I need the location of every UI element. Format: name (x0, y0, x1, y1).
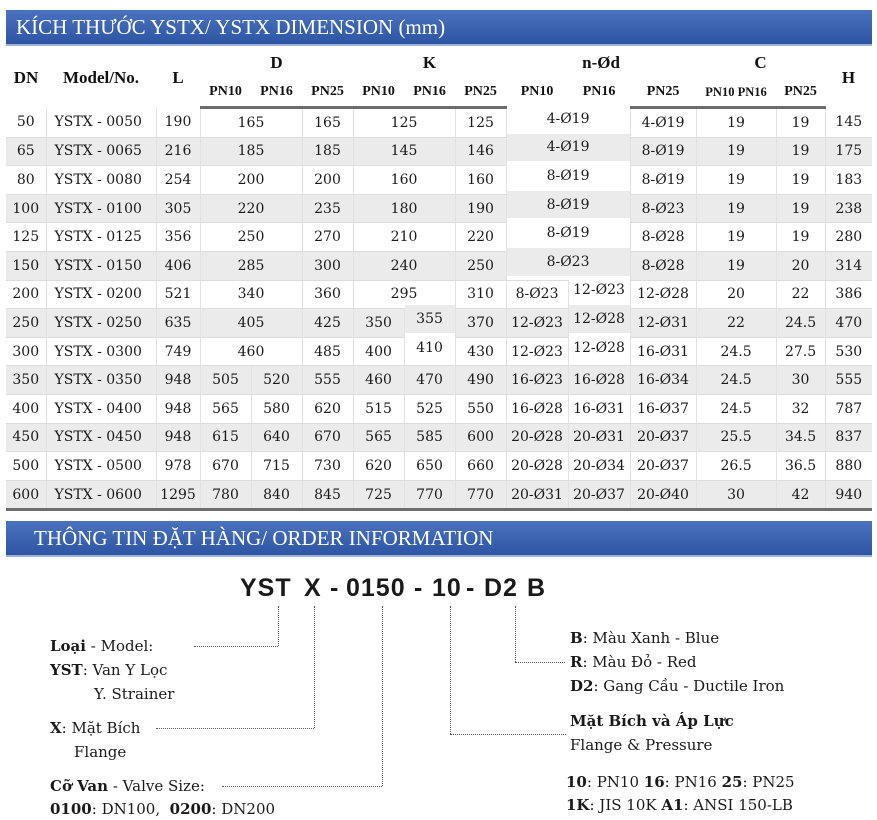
cell-model: YSTX - 0300 (46, 337, 156, 366)
cell-nod-pn16: 16-Ø28 (568, 366, 630, 395)
pressure-options-line-1: 10: PN10 16: PN16 25: PN25 (566, 773, 795, 791)
cell-l: 305 (156, 194, 200, 223)
cell-c-pn10-pn16: 26.5 (696, 452, 776, 481)
cell-k-pn25: 250 (455, 251, 506, 280)
model-label: Loại - Model: (50, 637, 154, 655)
table-row (6, 366, 872, 395)
cell-l: 216 (156, 137, 200, 166)
cell-d-pn10-pn16: 185 (200, 137, 302, 166)
header-k-pn10: PN10 (353, 78, 404, 108)
cell-c-pn10-pn16: 24.5 (696, 366, 776, 395)
header-nod-pn25: PN25 (630, 78, 696, 108)
cell-d-pn10-pn16: 340 (200, 280, 302, 309)
cell-nod-pn10: 12-Ø23 (506, 309, 568, 338)
cell-h: 175 (825, 137, 872, 166)
cell-model: YSTX - 0200 (46, 280, 156, 309)
cell-nod-pn10-pn16: 8-Ø23 (506, 247, 630, 276)
cell-l: 1295 (156, 480, 200, 510)
header-d-pn10: PN10 (200, 78, 251, 108)
cell-k-pn25: 370 (455, 309, 506, 338)
material-option-ductile: D2: Gang Cầu - Ductile Iron (570, 677, 785, 695)
table-row (6, 423, 872, 452)
model-desc-en: Y. Strainer (94, 685, 175, 703)
header-n-od: n-Ød (582, 53, 620, 72)
cell-k-pn10: 725 (353, 480, 404, 510)
cell-c-pn25: 19 (776, 223, 825, 252)
leader-color-v (515, 606, 516, 662)
cell-nod-pn25: 16-Ø31 (630, 337, 696, 366)
cell-dn: 300 (6, 337, 46, 366)
cell-model: YSTX - 0065 (46, 137, 156, 166)
cell-k-pn25: 125 (455, 108, 506, 138)
cell-d-pn16: 580 (251, 394, 302, 423)
cell-c-pn25: 19 (776, 194, 825, 223)
flange-code-line: X: Mặt Bích (50, 719, 141, 737)
cell-model: YSTX - 0400 (46, 394, 156, 423)
cell-c-pn10-pn16: 25.5 (696, 423, 776, 452)
cell-model: YSTX - 0350 (46, 366, 156, 395)
cell-d-pn16: 840 (251, 480, 302, 510)
header-k-pn25: PN25 (455, 78, 506, 108)
code-part-flange-type: X (304, 574, 322, 602)
cell-d-pn25: 485 (302, 337, 353, 366)
cell-d-pn10: 565 (200, 394, 251, 423)
header-d-pn25: PN25 (302, 78, 353, 108)
header-c-pn25: PN25 (776, 78, 825, 108)
cell-h: 314 (825, 251, 872, 280)
cell-h: 787 (825, 394, 872, 423)
cell-d-pn25: 620 (302, 394, 353, 423)
cell-k-pn10-pn16: 160 (353, 166, 455, 195)
cell-c-pn10-pn16: 19 (696, 194, 776, 223)
code-part-size: 0150 (346, 574, 406, 602)
cell-d-pn10-pn16: 285 (200, 251, 302, 280)
pressure-options-line-2: 1K: JIS 10K A1: ANSI 150-LB (566, 796, 793, 814)
header-d: D (270, 53, 283, 72)
cell-l: 190 (156, 108, 200, 138)
cell-h: 940 (825, 480, 872, 510)
dimension-table (6, 48, 872, 511)
cell-d-pn25: 185 (302, 137, 353, 166)
cell-k-pn25: 146 (455, 137, 506, 166)
valve-size-label: Cỡ Van - Valve Size: (50, 777, 205, 795)
cell-d-pn25: 730 (302, 452, 353, 481)
table-row (6, 337, 872, 366)
cell-model: YSTX - 0250 (46, 309, 156, 338)
cell-k-pn10: 620 (353, 452, 404, 481)
cell-model: YSTX - 0125 (46, 223, 156, 252)
cell-k-pn10: 515 (353, 394, 404, 423)
color-option-blue: B: Màu Xanh - Blue (570, 629, 720, 647)
cell-d-pn10-pn16: 200 (200, 166, 302, 195)
cell-model: YSTX - 0050 (46, 108, 156, 138)
cell-model: YSTX - 0450 (46, 423, 156, 452)
model-code-line: YST: Van Y Lọc (50, 661, 168, 679)
cell-model: YSTX - 0150 (46, 251, 156, 280)
cell-c-pn10-pn16: 24.5 (696, 394, 776, 423)
leader-color-h (515, 662, 565, 663)
cell-k-pn25: 430 (455, 337, 506, 366)
leader-flange-v (314, 606, 315, 728)
cell-nod-pn25: 8-Ø23 (630, 194, 696, 223)
table-row (6, 223, 872, 252)
cell-dn: 350 (6, 366, 46, 395)
cell-l: 356 (156, 223, 200, 252)
cell-c-pn25: 19 (776, 108, 825, 138)
cell-k-pn25: 220 (455, 223, 506, 252)
cell-nod-pn25: 8-Ø28 (630, 251, 696, 280)
cell-nod-pn25: 20-Ø37 (630, 452, 696, 481)
cell-nod-pn10-pn16: 8-Ø19 (506, 162, 630, 191)
cell-h: 555 (825, 366, 872, 395)
table-row (6, 452, 872, 481)
cell-l: 948 (156, 394, 200, 423)
cell-nod-pn16: 16-Ø31 (568, 394, 630, 423)
leader-model-h (194, 646, 278, 647)
order-section-title: THÔNG TIN ĐẶT HÀNG/ ORDER INFORMATION (6, 521, 872, 555)
cell-d-pn10-pn16: 165 (200, 108, 302, 138)
header-l: L (172, 67, 184, 87)
cell-l: 521 (156, 280, 200, 309)
cell-k-pn16: 355 (404, 305, 455, 334)
cell-nod-pn10-pn16: 8-Ø19 (506, 190, 630, 219)
cell-nod-pn25: 20-Ø40 (630, 480, 696, 510)
cell-nod-pn16: 12-Ø23 (568, 276, 630, 305)
cell-d-pn25: 670 (302, 423, 353, 452)
table-row (6, 251, 872, 280)
table-row (6, 137, 872, 166)
cell-d-pn10-pn16: 460 (200, 337, 302, 366)
cell-d-pn10-pn16: 220 (200, 194, 302, 223)
cell-d-pn25: 165 (302, 108, 353, 138)
cell-l: 948 (156, 423, 200, 452)
table-row (6, 394, 872, 423)
cell-h: 386 (825, 280, 872, 309)
cell-c-pn10-pn16: 24.5 (696, 337, 776, 366)
cell-h: 280 (825, 223, 872, 252)
cell-dn: 500 (6, 452, 46, 481)
cell-nod-pn16: 20-Ø34 (568, 452, 630, 481)
pressure-subtitle: Flange & Pressure (570, 736, 713, 754)
cell-k-pn10: 460 (353, 366, 404, 395)
cell-k-pn16: 470 (404, 366, 455, 395)
cell-c-pn10-pn16: 19 (696, 251, 776, 280)
cell-d-pn10: 615 (200, 423, 251, 452)
leader-size-v (382, 606, 383, 786)
cell-c-pn25: 36.5 (776, 452, 825, 481)
cell-model: YSTX - 0100 (46, 194, 156, 223)
cell-k-pn25: 310 (455, 280, 506, 309)
header-c-pn10-pn16: PN10 PN16 (696, 78, 776, 108)
cell-nod-pn10: 20-Ø28 (506, 452, 568, 481)
cell-l: 978 (156, 452, 200, 481)
cell-nod-pn10: 20-Ø31 (506, 480, 568, 510)
cell-nod-pn10: 16-Ø28 (506, 394, 568, 423)
cell-k-pn10-pn16: 145 (353, 137, 455, 166)
cell-c-pn25: 42 (776, 480, 825, 510)
flange-desc-en: Flange (74, 743, 127, 761)
code-part-dash-2: - (414, 574, 424, 602)
cell-d-pn25: 425 (302, 309, 353, 338)
cell-dn: 65 (6, 137, 46, 166)
cell-nod-pn10: 8-Ø23 (506, 280, 568, 309)
cell-nod-pn10: 20-Ø28 (506, 423, 568, 452)
code-part-material: D2 (484, 574, 518, 602)
cell-c-pn25: 22 (776, 280, 825, 309)
cell-c-pn10-pn16: 19 (696, 137, 776, 166)
cell-k-pn16: 770 (404, 480, 455, 510)
leader-pressure-h (450, 734, 566, 735)
cell-k-pn25: 770 (455, 480, 506, 510)
cell-k-pn10: 400 (353, 337, 404, 366)
cell-nod-pn10-pn16: 4-Ø19 (506, 104, 630, 134)
cell-c-pn10-pn16: 22 (696, 309, 776, 338)
cell-model: YSTX - 0500 (46, 452, 156, 481)
cell-dn: 125 (6, 223, 46, 252)
cell-k-pn10: 350 (353, 309, 404, 338)
cell-dn: 250 (6, 309, 46, 338)
cell-d-pn25: 270 (302, 223, 353, 252)
cell-d-pn25: 300 (302, 251, 353, 280)
header-dn: DN (13, 67, 39, 87)
cell-dn: 100 (6, 194, 46, 223)
cell-nod-pn25: 16-Ø37 (630, 394, 696, 423)
table-row (6, 480, 872, 510)
cell-k-pn10-pn16: 180 (353, 194, 455, 223)
code-part-pressure: 10 (432, 574, 462, 602)
cell-c-pn10-pn16: 20 (696, 280, 776, 309)
cell-d-pn16: 715 (251, 452, 302, 481)
code-part-dash-3: - (466, 574, 476, 602)
header-model: Model/No. (62, 67, 140, 87)
cell-c-pn25: 19 (776, 166, 825, 195)
cell-nod-pn25: 8-Ø19 (630, 166, 696, 195)
cell-d-pn10: 780 (200, 480, 251, 510)
cell-d-pn10-pn16: 250 (200, 223, 302, 252)
cell-model: YSTX - 0600 (46, 480, 156, 510)
cell-d-pn16: 640 (251, 423, 302, 452)
cell-l: 749 (156, 337, 200, 366)
cell-c-pn10-pn16: 19 (696, 108, 776, 138)
cell-k-pn25: 660 (455, 452, 506, 481)
cell-k-pn10: 565 (353, 423, 404, 452)
pressure-title: Mặt Bích và Áp Lực (570, 712, 734, 730)
header-h: H (841, 67, 856, 87)
cell-h: 145 (825, 108, 872, 138)
color-option-red: R: Màu Đỏ - Red (570, 653, 697, 671)
cell-nod-pn16: 12-Ø28 (568, 333, 630, 362)
cell-d-pn25: 845 (302, 480, 353, 510)
cell-k-pn16: 410 (404, 333, 455, 362)
cell-dn: 150 (6, 251, 46, 280)
dimension-section-title: KÍCH THƯỚC YSTX/ YSTX DIMENSION (mm) (6, 10, 872, 44)
cell-d-pn25: 555 (302, 366, 353, 395)
cell-c-pn10-pn16: 19 (696, 223, 776, 252)
cell-k-pn10-pn16: 125 (353, 108, 455, 138)
cell-c-pn25: 20 (776, 251, 825, 280)
cell-d-pn25: 235 (302, 194, 353, 223)
cell-nod-pn10-pn16: 8-Ø19 (506, 219, 630, 248)
cell-dn: 450 (6, 423, 46, 452)
cell-nod-pn25: 12-Ø31 (630, 309, 696, 338)
cell-l: 254 (156, 166, 200, 195)
valve-size-examples: 0100: DN100, 0200: DN200 (50, 800, 276, 818)
cell-k-pn16: 650 (404, 452, 455, 481)
cell-dn: 200 (6, 280, 46, 309)
leader-pressure-v (450, 606, 451, 734)
cell-c-pn25: 19 (776, 137, 825, 166)
cell-k-pn10-pn16: 240 (353, 251, 455, 280)
header-k: K (422, 53, 437, 72)
cell-nod-pn25: 8-Ø19 (630, 137, 696, 166)
code-part-color: B (527, 574, 547, 602)
code-part-dash-1: - (330, 574, 340, 602)
cell-h: 880 (825, 452, 872, 481)
cell-c-pn25: 34.5 (776, 423, 825, 452)
leader-flange-h (156, 728, 314, 729)
cell-nod-pn16: 20-Ø31 (568, 423, 630, 452)
cell-nod-pn16: 12-Ø28 (568, 305, 630, 334)
cell-model: YSTX - 0080 (46, 166, 156, 195)
cell-dn: 80 (6, 166, 46, 195)
cell-nod-pn10: 16-Ø23 (506, 366, 568, 395)
leader-size-h (222, 786, 382, 787)
cell-k-pn25: 490 (455, 366, 506, 395)
cell-k-pn10-pn16: 295 (353, 280, 455, 309)
cell-nod-pn25: 12-Ø28 (630, 280, 696, 309)
cell-k-pn25: 190 (455, 194, 506, 223)
cell-d-pn16: 520 (251, 366, 302, 395)
cell-nod-pn16: 20-Ø37 (568, 480, 630, 510)
leader-model-v (278, 606, 279, 646)
cell-l: 406 (156, 251, 200, 280)
header-d-pn16: PN16 (251, 78, 302, 108)
cell-c-pn10-pn16: 30 (696, 480, 776, 510)
header-row-main (6, 48, 872, 78)
cell-c-pn25: 30 (776, 366, 825, 395)
cell-dn: 600 (6, 480, 46, 510)
cell-dn: 400 (6, 394, 46, 423)
cell-k-pn25: 160 (455, 166, 506, 195)
code-part-model: YST (240, 574, 292, 602)
cell-d-pn10: 670 (200, 452, 251, 481)
cell-dn: 50 (6, 108, 46, 138)
cell-c-pn10-pn16: 19 (696, 166, 776, 195)
cell-l: 948 (156, 366, 200, 395)
cell-c-pn25: 32 (776, 394, 825, 423)
cell-nod-pn10: 12-Ø23 (506, 337, 568, 366)
cell-k-pn10-pn16: 210 (353, 223, 455, 252)
cell-k-pn16: 585 (404, 423, 455, 452)
cell-d-pn10: 505 (200, 366, 251, 395)
cell-h: 183 (825, 166, 872, 195)
cell-l: 635 (156, 309, 200, 338)
table-row (6, 108, 872, 138)
cell-nod-pn25: 4-Ø19 (630, 108, 696, 138)
cell-c-pn25: 24.5 (776, 309, 825, 338)
cell-c-pn25: 27.5 (776, 337, 825, 366)
cell-nod-pn25: 8-Ø28 (630, 223, 696, 252)
cell-d-pn10-pn16: 405 (200, 309, 302, 338)
header-k-pn16: PN16 (404, 78, 455, 108)
header-nod-pn16: PN16 (568, 78, 630, 108)
cell-nod-pn10-pn16: 4-Ø19 (506, 133, 630, 162)
header-c: C (754, 53, 767, 72)
cell-h: 837 (825, 423, 872, 452)
cell-nod-pn25: 16-Ø34 (630, 366, 696, 395)
cell-d-pn25: 360 (302, 280, 353, 309)
header-nod-pn10: PN10 (506, 78, 568, 108)
cell-d-pn25: 200 (302, 166, 353, 195)
cell-h: 238 (825, 194, 872, 223)
cell-k-pn16: 525 (404, 394, 455, 423)
cell-k-pn25: 550 (455, 394, 506, 423)
cell-h: 470 (825, 309, 872, 338)
cell-nod-pn25: 20-Ø37 (630, 423, 696, 452)
cell-h: 530 (825, 337, 872, 366)
table-row (6, 166, 872, 195)
table-row (6, 194, 872, 223)
cell-k-pn25: 600 (455, 423, 506, 452)
